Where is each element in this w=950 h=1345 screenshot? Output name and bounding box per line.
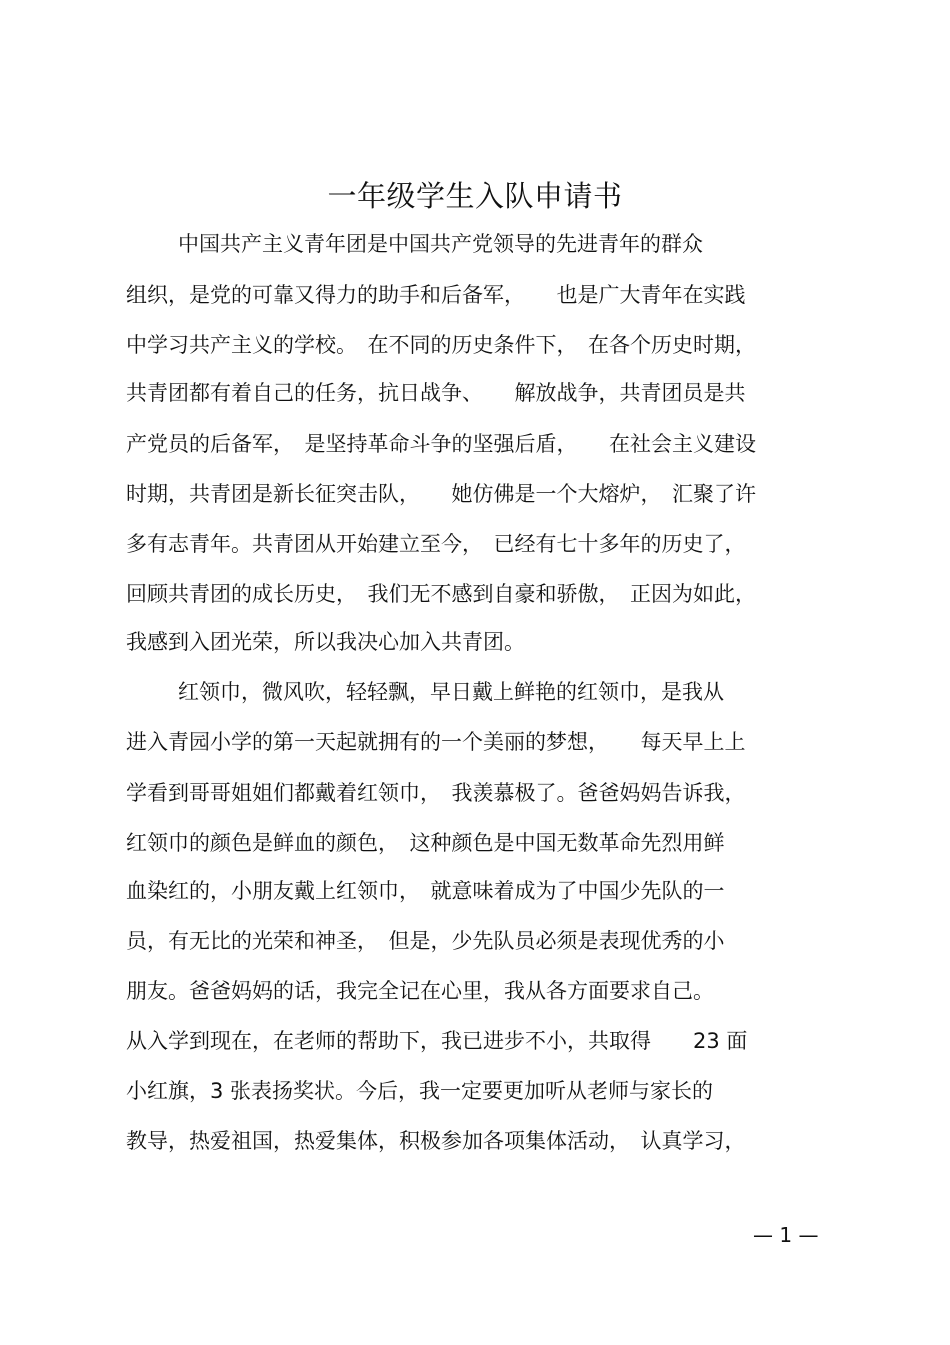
text-line: 中国共产主义青年团是中国共产党领导的先进青年的群众: [178, 232, 703, 256]
text-line: 红领巾的颜色是鲜血的颜色， 这种颜色是中国无数革命先烈用鲜: [126, 831, 725, 855]
text-line: 共青团都有着自己的任务，抗日战争、 解放战争，共青团员是共: [126, 381, 746, 405]
document-title: 一年级学生入队申请书: [327, 179, 623, 213]
text-line: 红领巾，微风吹，轻轻飘，早日戴上鲜艳的红领巾，是我从: [178, 680, 724, 704]
text-line: 中学习共产主义的学校。 在不同的历史条件下， 在各个历史时期，: [126, 333, 756, 357]
page-number: — 1 —: [753, 1223, 819, 1247]
text-line: 学看到哥哥姐姐们都戴着红领巾， 我羡慕极了。爸爸妈妈告诉我，: [126, 781, 746, 805]
text-line: 朋友。爸爸妈妈的话，我完全记在心里，我从各方面要求自己。: [126, 979, 714, 1003]
text-line: 组织，是党的可靠又得力的助手和后备军， 也是广大青年在实践: [126, 283, 746, 307]
text-line: 进入青园小学的第一天起就拥有的一个美丽的梦想， 每天早上上: [126, 730, 746, 754]
text-line: 小红旗，3 张表扬奖状。今后，我一定要更加听从老师与家长的: [126, 1079, 714, 1103]
text-line: 员，有无比的光荣和神圣， 但是，少先队员必须是表现优秀的小: [126, 929, 725, 953]
text-line: 我感到入团光荣，所以我决心加入共青团。: [126, 630, 525, 654]
text-line: 产党员的后备军， 是坚持革命斗争的坚强后盾， 在社会主义建设: [126, 432, 756, 456]
text-line: 回顾共青团的成长历史， 我们无不感到自豪和骄傲， 正因为如此，: [126, 582, 756, 606]
text-line: 血染红的，小朋友戴上红领巾， 就意味着成为了中国少先队的一: [126, 879, 725, 903]
text-line: 从入学到现在，在老师的帮助下，我已进步不小，共取得 23 面: [126, 1029, 748, 1053]
text-line: 教导，热爱祖国，热爱集体，积极参加各项集体活动， 认真学习，: [126, 1129, 746, 1153]
text-line: 时期，共青团是新长征突击队， 她仿佛是一个大熔炉， 汇聚了许: [126, 482, 756, 506]
text-line: 多有志青年。共青团从开始建立至今， 已经有七十多年的历史了，: [126, 532, 746, 556]
